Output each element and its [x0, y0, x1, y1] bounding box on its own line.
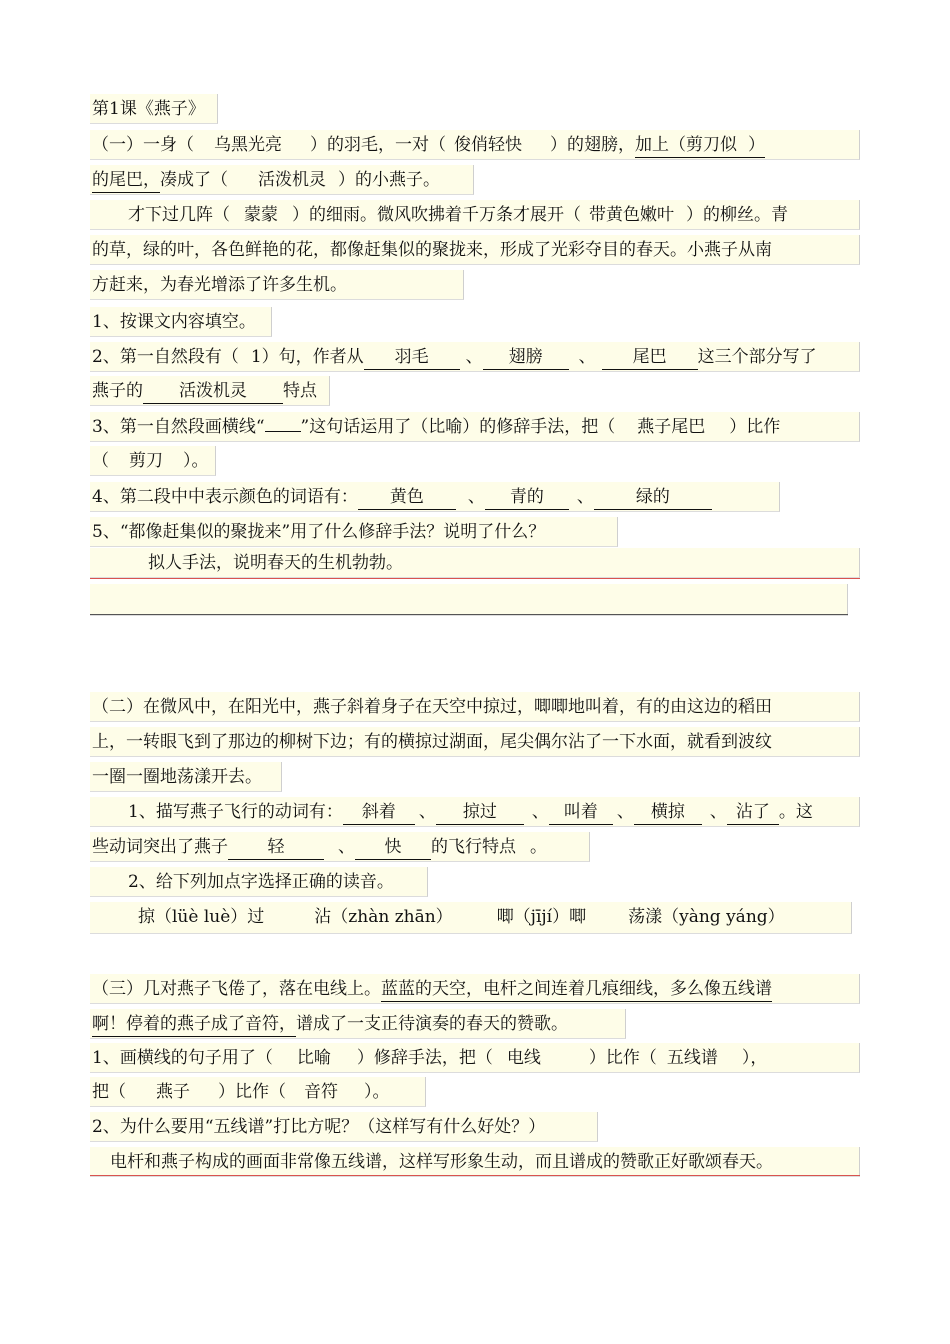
s1-question-3b — [90, 446, 216, 476]
s2-fill-slant: 斜着 — [343, 800, 415, 825]
lesson-title-line — [90, 94, 218, 124]
s1-text: ）的细雨。微风吹拂着千万条才展开（ — [292, 205, 581, 225]
s2-pron-item: 掠（lüè luè）过 — [138, 907, 265, 927]
s3-q2-text: 2、为什么要用“五线谱”打比方呢？（这样写有什么好处？） — [92, 1117, 546, 1137]
s1-line-5 — [90, 270, 464, 300]
s1-text: 2、第一自然段有（ — [92, 347, 239, 367]
s1-fill-yellow: 黄色 — [358, 485, 456, 510]
s3-fill-staff: 五线谱 — [666, 1048, 718, 1068]
s3-answer-rule — [90, 1175, 860, 1176]
s1-text: 、 — [576, 487, 594, 507]
s1-answer-5 — [90, 548, 860, 578]
s1-fill-lively: 活泼机灵 — [258, 170, 326, 190]
s3-text: ）修辞手法，把（ — [356, 1048, 493, 1068]
lesson-title: 第1课《燕子》 — [92, 99, 205, 119]
s3-a2-text: 电杆和燕子构成的画面非常像五线谱，这样写形象生动，而且谱成的赞歌正好歌颂春天。 — [110, 1152, 773, 1172]
s1-text: 凑成了（ — [160, 170, 228, 190]
s1-q5-text: 5、“都像赶集似的聚拢来”用了什么修辞手法？说明了什么？ — [92, 522, 546, 542]
s2-text: 1、描写燕子飞行的动词有： — [128, 802, 343, 822]
s2-text: 、 — [338, 837, 355, 857]
s1-answer-rule — [90, 578, 860, 579]
s1-question-4 — [90, 482, 780, 512]
s2-text: （二）在微风中，在阳光中，燕子斜着身子在天空中掠过，唧唧地叫着，有的由这边的稻田 — [92, 697, 772, 717]
s1-line-3 — [90, 200, 860, 230]
s2-question-2 — [90, 867, 428, 897]
s1-underlined-tail: 加上（剪刀似 — [635, 133, 737, 158]
s2-text: 的飞行特点 — [431, 837, 516, 857]
s3-text: ）， — [741, 1048, 768, 1068]
s3-text: （三）几对燕子飞倦了，落在电线上。 — [92, 979, 381, 999]
s1-fill-plumage: 乌黑光亮 — [214, 135, 282, 155]
s1-text: 1）句，作者从 — [250, 347, 364, 367]
s1-line-4 — [90, 235, 860, 265]
s1-text: ”这句话运用了（比喻）的修辞手法，把（ — [300, 417, 616, 437]
s2-fill-cross: 横掠 — [634, 800, 702, 825]
s1-question-3a — [90, 412, 860, 442]
s2-q2-text: 2、给下列加点字选择正确的读音。 — [128, 872, 394, 892]
s2-text: 。这 — [778, 802, 813, 822]
s1-text: ）比作 — [729, 417, 781, 437]
s1-fill-swallow-tail: 燕子尾巴 — [637, 417, 706, 437]
s2-text: 些动词突出了燕子 — [92, 837, 228, 857]
s1-text: ）的翅膀， — [550, 135, 635, 155]
s3-question-1a — [90, 1043, 860, 1073]
s1-text: （一）一身（ — [92, 135, 194, 155]
s2-text: 。 — [530, 837, 547, 857]
s1-fill-tail: 尾巴 — [602, 345, 698, 370]
s3-text: 谱成了一支正待演奏的春天的赞歌。 — [296, 1014, 568, 1034]
s2-question-1b — [90, 832, 590, 862]
s2-text: 、 — [616, 802, 634, 822]
s1-question-2b — [90, 376, 330, 406]
s1-text: 这三个部分写了 — [697, 347, 817, 367]
s2-fill-sweep: 掠过 — [436, 800, 524, 825]
s1-line-2 — [90, 165, 474, 195]
s2-line-2 — [90, 727, 860, 757]
s2-question-1a — [90, 797, 860, 827]
s3-fill-wire: 电线 — [506, 1048, 541, 1068]
s2-fill-light: 轻 — [228, 835, 324, 860]
s2-text: 上，一转眼飞到了那边的柳树下边；有的横掠过湖面，尾尖偶尔沾了一下水面，就看到波纹 — [92, 732, 772, 752]
s1-question-5 — [90, 517, 618, 547]
s1-fill-green-grass: 青的 — [485, 485, 569, 510]
s1-fill-willow: 带黄色嫩叶 — [589, 205, 674, 225]
s3-fill-metaphor: 比喻 — [296, 1048, 331, 1068]
s1-text: 燕子的 — [92, 381, 143, 401]
s1-text: ）的柳丝。青 — [686, 205, 788, 225]
s2-fill-chirp: 叫着 — [549, 800, 613, 825]
s3-text: ）。 — [364, 1082, 390, 1102]
s1-fill-feather: 羽毛 — [364, 345, 460, 370]
s3-text: 把（ — [92, 1082, 126, 1102]
s2-text: 一圈一圈地荡漾开去。 — [92, 767, 262, 787]
s2-text: 、 — [418, 802, 436, 822]
s1-text: 、 — [467, 487, 485, 507]
s1-q1-text: 1、按课文内容填空。 — [92, 312, 256, 332]
s1-question-1 — [90, 307, 272, 337]
s1-fill-wings: 俊俏轻快 — [454, 135, 522, 155]
s3-line-2 — [90, 1009, 626, 1039]
s1-answer-blank — [90, 584, 848, 616]
s1-text: ） — [737, 133, 765, 158]
s1-text: ）的羽毛，一对（ — [310, 135, 446, 155]
s1-text: 才下过几阵（ — [128, 205, 230, 225]
s3-text: ）比作（ — [588, 1048, 657, 1068]
s1-fill-wing: 翅膀 — [483, 345, 569, 370]
s1-text: 特点 — [283, 381, 317, 401]
s2-fill-touch: 沾了 — [727, 800, 779, 825]
s3-question-1b — [90, 1077, 426, 1107]
s3-answer-2 — [90, 1147, 860, 1177]
s1-text: 、 — [578, 347, 596, 367]
s1-text: ）。 — [183, 451, 209, 471]
s2-line-3 — [90, 762, 282, 792]
s1-text: 、 — [465, 347, 483, 367]
s2-pron-item: 沾（zhàn zhān） — [314, 907, 453, 927]
s3-question-2 — [90, 1112, 598, 1142]
s1-text: 方赶来，为春光增添了许多生机。 — [92, 275, 347, 295]
s2-pron-item: 唧（jījí）唧 — [496, 907, 587, 927]
s1-text: （ — [92, 451, 109, 471]
s1-text: 4、第二段中中表示颜色的词语有： — [92, 487, 358, 507]
s1-underlined-tail-end: 的尾巴， — [92, 168, 160, 193]
s1-question-2a — [90, 342, 860, 372]
s1-fill-trait: 活泼机灵 — [143, 379, 283, 404]
s1-a5-text: 拟人手法，说明春天的生机勃勃。 — [148, 553, 403, 573]
s2-text: 、 — [709, 802, 727, 822]
s1-blank-line — [265, 431, 301, 432]
s2-text: 、 — [531, 802, 549, 822]
s1-text: 的草，绿的叶，各色鲜艳的花，都像赶集似的聚拢来，形成了光彩夺目的春天。小燕子从南 — [92, 240, 772, 260]
s1-fill-green-leaf: 绿的 — [594, 485, 712, 510]
s1-fill-drizzle: 蒙蒙 — [244, 205, 278, 225]
s3-text: 1、画横线的句子用了（ — [92, 1048, 273, 1068]
s1-bottom-rule — [90, 614, 848, 615]
s1-fill-scissors: 剪刀 — [129, 451, 163, 471]
s3-text: ）比作（ — [218, 1082, 286, 1102]
s1-text: ）的小燕子。 — [338, 170, 440, 190]
s3-line-1 — [90, 974, 860, 1004]
s3-underlined-sentence-end: 啊！停着的燕子成了音符， — [92, 1012, 296, 1037]
s2-line-1 — [90, 692, 860, 722]
s2-pronunciation-row — [90, 902, 852, 934]
s1-line-1 — [90, 130, 860, 160]
s3-fill-note: 音符 — [304, 1082, 338, 1102]
s1-text: 3、第一自然段画横线“ — [92, 417, 265, 437]
s3-underlined-sentence: 蓝蓝的天空，电杆之间连着几痕细线，多么像五线谱 — [381, 977, 772, 1002]
s3-fill-swallow: 燕子 — [156, 1082, 190, 1102]
s2-pron-item: 荡漾（yàng yáng） — [628, 907, 785, 927]
s2-fill-fast: 快 — [355, 835, 431, 860]
